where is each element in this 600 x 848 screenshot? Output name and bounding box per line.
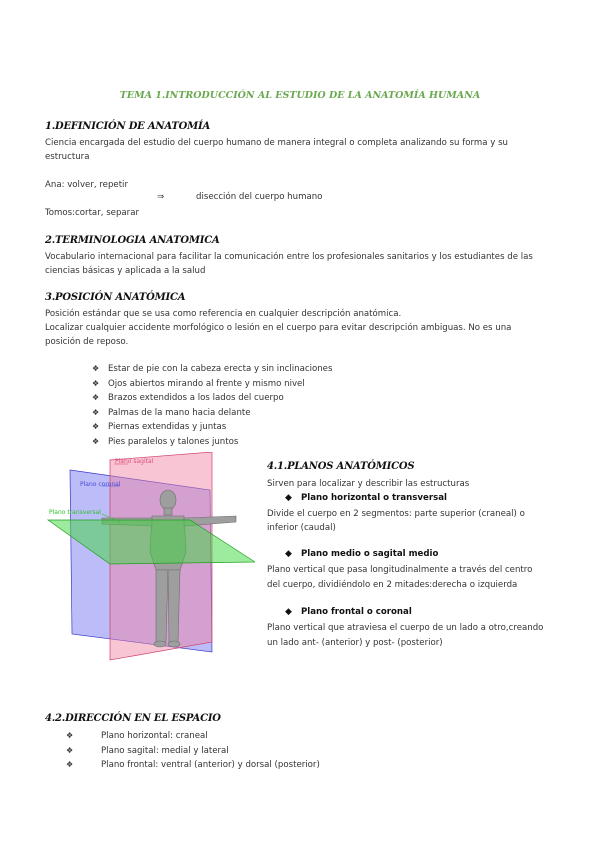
section-heading-definicion: 1.DEFINICIÓN DE ANATOMÍA [45,121,211,132]
terminologia-text-1: Vocabulario internacional para facilitar la comunicación entre los profesionales sanitarios y los estudiantes de las [45,252,533,262]
plano-frontal-title: ◆ Plano frontal o coronal [285,607,412,617]
section-heading-planos: 4.1.PLANOS ANATÓMICOS [267,461,415,472]
bullet-icon: ❖ [66,731,74,740]
posicion-text-1: Posición estándar que se usa como referencia en cualquier descripción anatómica. [45,309,402,319]
section-heading-direccion: 4.2.DIRECCIÓN EN EL ESPACIO [45,713,221,724]
bullet-icon: ❖ [66,745,74,755]
posicion-bullet-list [92,362,332,449]
section-heading-terminologia: 2.TERMINOLOGIA ANATOMICA [45,235,220,246]
diamond-icon: ◆ [285,607,292,617]
posicion-text-3: posición de reposo. [45,337,129,347]
bullet-icon: ❖ [92,436,100,446]
terminologia-text-2: ciencias básicas y aplicada a la salud [45,266,206,276]
diamond-icon: ◆ [285,549,292,559]
bullet-icon: ❖ [92,407,100,417]
plano-frontal-text-1: Plano vertical que atraviesa el cuerpo de un lado a otro,creando [267,623,544,633]
plano-sagital-title: ◆ Plano medio o sagital medio [285,549,439,559]
planos-intro: Sirven para localizar y describir las estructuras [267,479,470,489]
plano-horizontal-title: ◆ Plano horizontal o transversal [285,493,447,503]
arrow-icon: ⇒ [157,192,165,202]
etymology-ana: Ana: volver, repetir [45,180,128,190]
list-item: ❖ Piernas extendidas y juntas [92,422,227,432]
label-plano-transversal: Plano transversal [49,509,101,516]
definicion-text-2: estructura [45,152,90,162]
etymology-tomos: Tomos:cortar, separar [45,208,140,218]
bullet-icon: ❖ [92,364,100,373]
plano-sagital-text-2: del cuerpo, dividiéndolo en 2 mitades:derecha o izquierda [267,580,518,590]
anatomical-planes-figure [40,452,255,667]
plano-sagital-text-1: Plano vertical que pasa longitudinalmente a través del centro [267,565,533,575]
list-item: ❖ Palmas de la mano hacia delante [92,407,251,418]
bullet-icon: ❖ [92,393,100,402]
etymology-result: disección del cuerpo humano [196,192,323,202]
list-item: ❖ Brazos extendidos a los lados del cuerpo [92,393,284,403]
list-item: ❖ Estar de pie con la cabeza erecta y sin inclinaciones [92,364,333,374]
direccion-bullet-list [66,729,320,773]
diamond-icon: ◆ [285,493,292,503]
list-item: ❖ Ojos abiertos mirando al frente y mismo nivel [92,378,305,389]
plano-horizontal-text-1: Divide el cuerpo en 2 segmentos: parte superior (craneal) o [267,509,525,519]
label-plano-coronal: Plano coronal [80,481,121,488]
bullet-icon: ❖ [92,422,100,431]
posicion-text-2: Localizar cualquier accidente morfológico o lesión en el cuerpo para evitar descripción ambiguas. No es una [45,323,512,333]
list-item: ❖ Plano sagital: medial y lateral [66,745,229,756]
label-plano-sagital: Plano sagital [115,458,154,465]
definicion-text-1: Ciencia encargada del estudio del cuerpo humano de manera integral o completa analizando su forma y su [45,138,508,148]
bullet-icon: ❖ [66,760,74,769]
plano-horizontal-text-2: inferior (caudal) [267,523,336,533]
page-title: TEMA 1.INTRODUCCIÓN AL ESTUDIO DE LA ANATOMÍA HUMANA [119,90,481,101]
bullet-icon: ❖ [92,378,100,388]
plano-frontal-text-2: un lado ant- (anterior) y post- (posterior) [267,638,443,648]
section-heading-posicion: 3.POSICIÓN ANATÓMICA [45,292,186,303]
list-item: ❖ Plano frontal: ventral (anterior) y dorsal (posterior) [66,760,320,770]
list-item: ❖ Pies paralelos y talones juntos [92,436,239,447]
list-item: ❖ Plano horizontal: craneal [66,731,208,741]
